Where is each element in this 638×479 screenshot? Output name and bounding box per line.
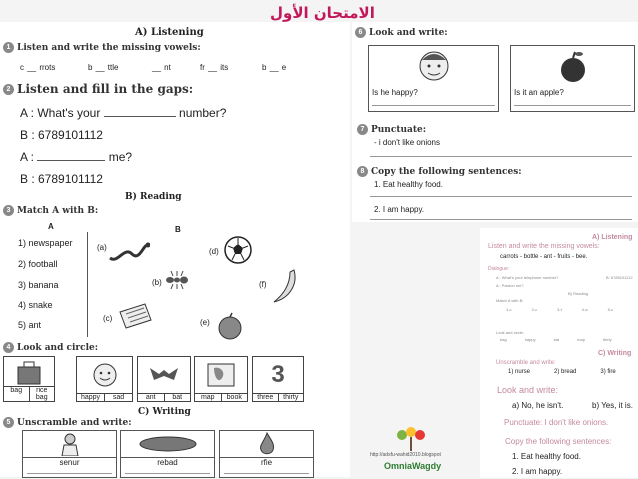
- vowel-word-4: fr __ its: [200, 63, 229, 72]
- option-map[interactable]: map: [200, 394, 215, 401]
- newspaper-icon: [117, 302, 153, 335]
- q2-label: [3, 82, 193, 96]
- answers-q8-s1: 1. Eat healthy food.: [512, 452, 581, 461]
- number-three: 3: [271, 361, 285, 388]
- answers-q2-line1: A : What's your telephone number?: [496, 275, 559, 280]
- punctuate-sentence: - i don't like onions: [374, 138, 441, 147]
- q6-label: [355, 27, 448, 38]
- look-write-card-1: [368, 45, 499, 112]
- answers-q4-1: bag: [500, 337, 507, 342]
- football-icon: [224, 236, 252, 269]
- answers-writing-heading: C) Writing: [598, 350, 632, 357]
- answers-q3-values: [506, 307, 613, 312]
- brand-name: OmniaWagdy: [384, 461, 442, 471]
- match-b-f: (f): [259, 280, 267, 289]
- circle-cell-map: [194, 356, 248, 402]
- map-icon: [195, 357, 247, 393]
- answers-q3-3: 3-f: [557, 307, 562, 312]
- vowel-word-2: b __ ttle: [88, 63, 119, 72]
- gap-line-1: [20, 106, 226, 120]
- answers-q8-s2: 2. I am happy.: [512, 467, 563, 476]
- exam-title: الامتحان الأول: [270, 4, 375, 22]
- card-2-line[interactable]: [514, 105, 631, 106]
- bread-icon: [121, 431, 214, 457]
- ant-icon: [165, 268, 189, 297]
- q6-number: 6: [355, 27, 366, 38]
- q1-text: Listen and write the missing vowels:: [17, 42, 201, 53]
- copy-sentence-2: 2. I am happy.: [374, 205, 425, 214]
- answers-q5: Unscramble and write:: [496, 360, 556, 366]
- q4-text: Look and circle:: [17, 342, 99, 353]
- answers-q2-line1b: B: 6789101112: [606, 275, 633, 280]
- apple-icon: [216, 312, 244, 345]
- gap-line-1-start: A : What's your: [20, 106, 101, 120]
- answers-q2-line2: A : Pardon me?: [496, 283, 524, 288]
- q4-number: 4: [3, 342, 14, 353]
- copy-line-2[interactable]: [370, 219, 632, 220]
- answers-q4-values: [500, 337, 612, 342]
- writing-heading: C) Writing: [138, 407, 191, 417]
- boy-face-icon-large: [369, 46, 498, 88]
- boy-face-icon: [77, 357, 132, 393]
- apple-icon-large: [511, 46, 634, 88]
- col-b-heading: B: [175, 225, 181, 234]
- scrambled-word-1: senur: [23, 457, 116, 467]
- answers-q5-2: 2) bread: [554, 369, 577, 375]
- answer-line-2[interactable]: [125, 473, 210, 474]
- q7-number: 7: [357, 124, 368, 135]
- punctuate-line[interactable]: [370, 156, 632, 157]
- vowel-word-5: b __ e: [262, 63, 287, 72]
- gap-line-3: [20, 150, 132, 164]
- snake-icon: [108, 238, 150, 269]
- scrambled-word-3: rfie: [220, 457, 313, 467]
- answers-q3: Match A with B:: [496, 298, 524, 303]
- gap-blank-2[interactable]: [37, 151, 105, 161]
- answers-q3-1: 1-c: [506, 307, 512, 312]
- gap-line-4: B : 6789101112: [20, 172, 103, 186]
- option-ant[interactable]: ant: [145, 394, 156, 401]
- q1-label: [3, 42, 201, 53]
- q5-number: 5: [3, 417, 14, 428]
- match-a-5: 5) ant: [18, 320, 42, 330]
- answers-q2: Dialogue:: [488, 266, 510, 272]
- option-book[interactable]: book: [221, 394, 248, 401]
- match-a-3: 3) banana: [18, 280, 59, 290]
- answer-line-3[interactable]: [224, 473, 309, 474]
- answers-q4-3: bat: [553, 337, 560, 342]
- q8-number: 8: [357, 166, 368, 177]
- q2-text: Listen and fill in the gaps:: [17, 82, 194, 96]
- col-a-heading: A: [48, 222, 54, 231]
- answers-listening-heading: A) Listening: [592, 234, 633, 241]
- banana-icon: [270, 268, 300, 309]
- bag-icon: [4, 357, 54, 386]
- answers-reading-heading: B) Reading: [568, 291, 589, 296]
- vowel-word-1: c __ rrots: [20, 63, 56, 72]
- answers-q8: Copy the following sentences:: [505, 437, 612, 446]
- gap-blank-1[interactable]: [104, 107, 176, 117]
- circle-cell-bag: [3, 356, 55, 402]
- answers-q1-value: carrots - bottle - ant - fruits - bee.: [500, 254, 588, 260]
- scrambled-word-2: rebad: [121, 457, 214, 467]
- answers-q3-5: 5-c: [607, 307, 614, 312]
- listening-heading: A) Listening: [135, 27, 204, 38]
- q8-label: [357, 166, 522, 177]
- q5-text: Unscramble and write:: [17, 417, 132, 428]
- option-three[interactable]: three: [257, 394, 274, 401]
- match-b-d: (d): [209, 247, 219, 256]
- card-2-question: Is it an apple?: [514, 88, 564, 97]
- circle-cell-bat: [137, 356, 191, 402]
- answers-q6-b: b) Yes, it is.: [592, 401, 633, 410]
- answers-q4-4: map: [577, 337, 585, 342]
- copy-line-1[interactable]: [370, 196, 632, 197]
- q1-number: 1: [3, 42, 14, 53]
- circle-cell-number: [252, 356, 304, 402]
- gap-line-1-end: number?: [179, 106, 227, 120]
- match-a-2: 2) football: [18, 259, 58, 269]
- match-a-1: 1) newspaper: [18, 238, 73, 248]
- gap-line-3-end: me?: [108, 150, 133, 164]
- answers-q4-5: thirty: [602, 337, 612, 342]
- option-bat[interactable]: bat: [164, 394, 191, 401]
- unscramble-box-1: [22, 430, 117, 478]
- answers-q3-2: 2-c: [531, 307, 538, 312]
- copy-sentence-1: 1. Eat healthy food.: [374, 180, 443, 189]
- answers-q4-2: happy: [524, 337, 536, 342]
- gap-line-3-start: A :: [20, 150, 35, 164]
- match-b-c: (c): [103, 314, 113, 323]
- answers-q5-1: 1) nurse: [508, 369, 531, 375]
- card-1-line[interactable]: [372, 105, 495, 106]
- answers-q7: Punctuate: I don't like onions.: [504, 418, 609, 427]
- option-rice-bag[interactable]: rice bag: [29, 387, 55, 401]
- answers-q5-values: [508, 369, 616, 375]
- q8-text: Copy the following sentences:: [371, 166, 522, 177]
- match-a-4: 4) snake: [18, 300, 53, 310]
- answers-q3-4: 4-a: [581, 307, 588, 312]
- answers-q6: Look and write:: [497, 385, 559, 395]
- gap-line-2: B : 6789101112: [20, 128, 103, 142]
- circle-cell-face: [76, 356, 133, 402]
- q5-label: [3, 417, 132, 428]
- q4-label: [3, 342, 98, 353]
- bat-icon: [138, 357, 190, 393]
- match-b-b: (b): [152, 278, 162, 287]
- q6-text: Look and write:: [369, 27, 448, 38]
- match-b-e: (e): [200, 318, 210, 327]
- unscramble-box-3: [219, 430, 314, 478]
- option-sad[interactable]: sad: [104, 394, 132, 401]
- q2-number: 2: [3, 84, 14, 95]
- unscramble-box-2: [120, 430, 215, 478]
- option-happy[interactable]: happy: [80, 394, 101, 401]
- vowel-word-3: __ nt: [152, 63, 171, 72]
- reading-heading: B) Reading: [125, 192, 182, 202]
- q7-label: [357, 124, 426, 135]
- q3-number: 3: [3, 205, 14, 216]
- option-bag[interactable]: bag: [10, 387, 23, 394]
- q3-label: [3, 205, 98, 216]
- match-b-a: (a): [97, 243, 107, 252]
- q7-text: Punctuate:: [371, 124, 427, 135]
- nurse-icon: [23, 431, 116, 457]
- look-write-card-2: [510, 45, 635, 112]
- card-1-question: Is he happy?: [372, 88, 418, 97]
- column-divider: [87, 232, 88, 337]
- answers-q1: Listen and write the missing vowels:: [488, 243, 600, 250]
- q3-text: Match A with B:: [17, 205, 99, 216]
- answers-q6-a: a) No, he isn't.: [512, 401, 564, 410]
- answers-q5-3: 3) fire: [600, 369, 616, 375]
- answers-q4: Look and circle:: [496, 330, 525, 335]
- fire-icon: [220, 431, 313, 457]
- brand-url[interactable]: http://adsfu-wahid2010.blogspot: [370, 452, 441, 458]
- option-thirty[interactable]: thirty: [278, 394, 304, 401]
- answer-line-1[interactable]: [27, 473, 112, 474]
